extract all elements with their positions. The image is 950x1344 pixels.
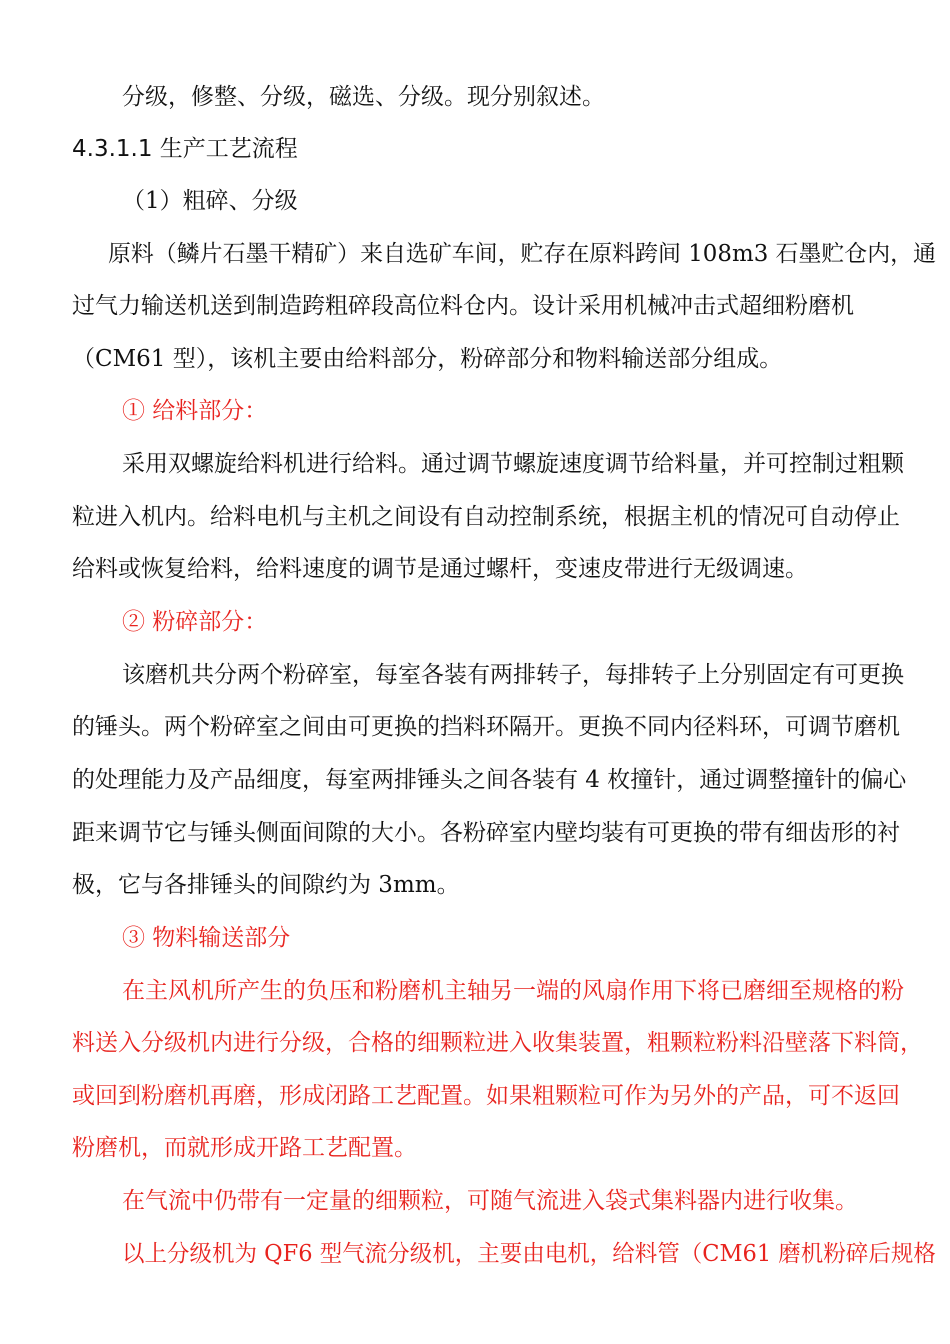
subsection-heading: （1）粗碎、分级 [122,188,298,214]
paragraph-line-red: 在气流中仍带有一定量的细颗粒，可随气流进入袋式集料器内进行收集。 [122,1188,858,1214]
item-heading-crushing: ② 粉碎部分： [122,609,268,635]
item-heading-conveying: ③ 物料输送部分 [122,925,291,951]
paragraph-line: 分级，修整、分级，磁选、分级。现分别叙述。 [122,84,605,110]
paragraph-line: 采用双螺旋给料机进行给料。通过调节螺旋速度调节给料量，并可控制过粗颗 [122,451,904,477]
paragraph-line-red: 或回到粉磨机再磨，形成闭路工艺配置。如果粗颗粒可作为另外的产品，可不返回 [72,1083,900,1109]
paragraph-line: 该磨机共分两个粉碎室，每室各装有两排转子，每排转子上分别固定有可更换 [122,662,904,688]
paragraph-line: 原料（鳞片石墨干精矿）来自选矿车间，贮存在原料跨间 108m3 石墨贮仓内，通 [108,241,936,267]
paragraph-line: 粒进入机内。给料电机与主机之间设有自动控制系统，根据主机的情况可自动停止 [72,504,900,530]
paragraph-line-red: 料送入分级机内进行分级，合格的细颗粒进入收集装置，粗颗粒粉料沿壁落下料筒， [72,1030,923,1056]
paragraph-line: 距来调节它与锤头侧面间隙的大小。各粉碎室内壁均装有可更换的带有细齿形的衬 [72,820,900,846]
paragraph-line: 给料或恢复给料，给料速度的调节是通过螺杆，变速皮带进行无级调速。 [72,556,808,582]
paragraph-line: 过气力输送机送到制造跨粗碎段高位料仓内。设计采用机械冲击式超细粉磨机 [72,293,854,319]
paragraph-line-red: 粉磨机，而就形成开路工艺配置。 [72,1135,417,1161]
paragraph-line: 的处理能力及产品细度，每室两排锤头之间各装有 4 枚撞针，通过调整撞针的偏心 [72,767,907,793]
paragraph-line-red: 在主风机所产生的负压和粉磨机主轴另一端的风扇作用下将已磨细至规格的粉 [122,978,904,1004]
paragraph-line: 极，它与各排锤头的间隙约为 3mm。 [72,872,460,898]
paragraph-line-red: 以上分级机为 QF6 型气流分级机，主要由电机，给料管（CM61 磨机粉碎后规格 [122,1241,936,1267]
section-heading: 4.3.1.1 生产工艺流程 [72,136,298,162]
item-heading-feeding: ① 给料部分： [122,398,268,424]
paragraph-line: （CM61 型），该机主要由给料部分，粉碎部分和物料输送部分组成。 [72,346,783,372]
paragraph-line: 的锤头。两个粉碎室之间由可更换的挡料环隔开。更换不同内径料环，可调节磨机 [72,714,900,740]
